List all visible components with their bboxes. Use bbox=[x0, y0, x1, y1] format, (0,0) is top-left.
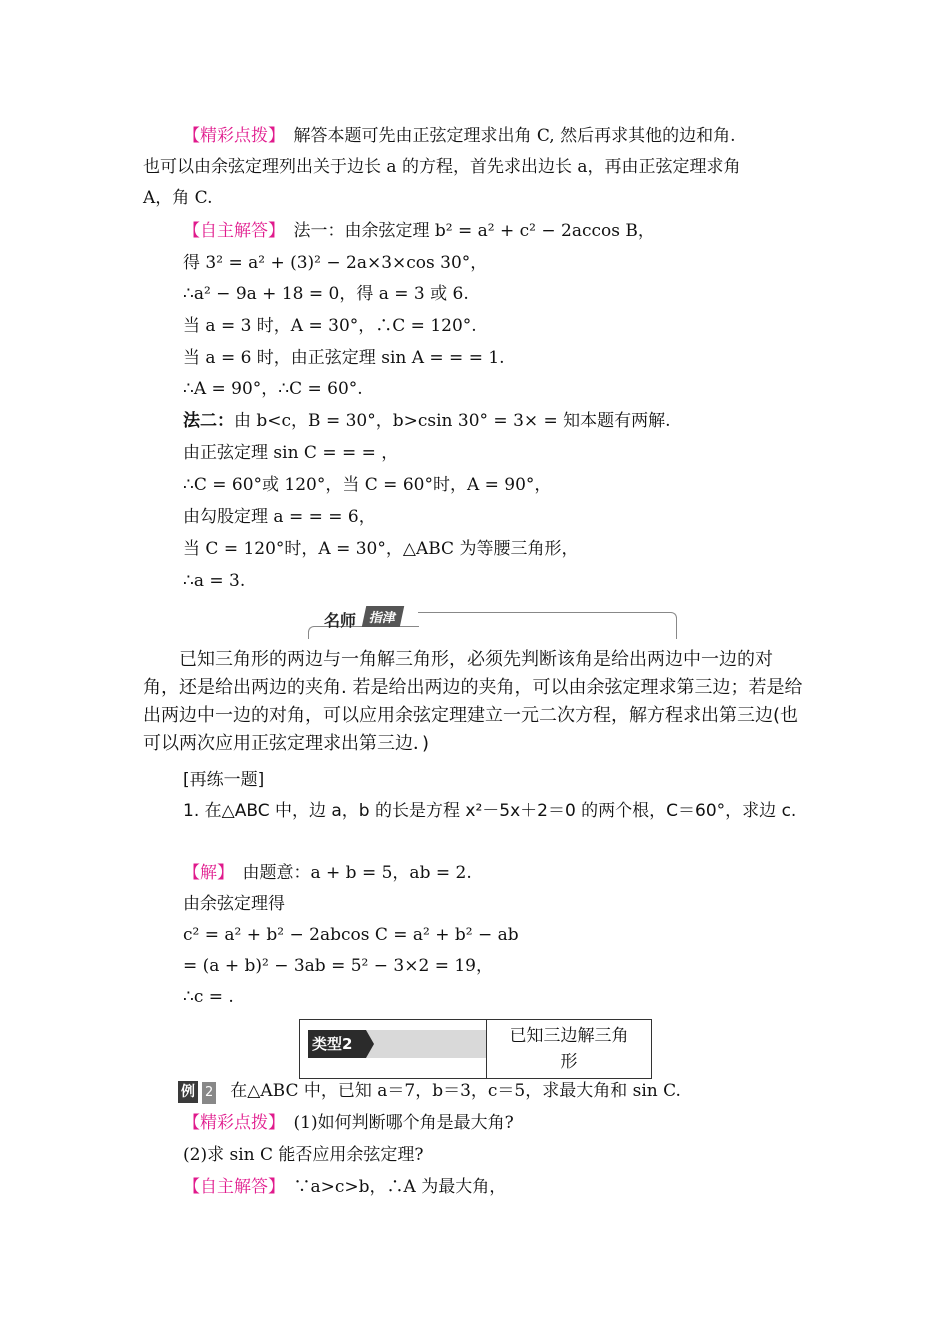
method2-line-3: ∴C = 60°或 120°，当 C = 60°时，A = 90°， bbox=[183, 475, 552, 495]
badge-chip: 指津 bbox=[362, 606, 404, 627]
practice-question: 1. 在△ABC 中，边 a，b 的长是方程 x²－5x＋2＝0 的两个根，C＝60°，求边 c. bbox=[183, 801, 797, 821]
type-box-left bbox=[300, 1020, 487, 1078]
practice-heading: [再练一题] bbox=[183, 770, 265, 790]
method2-line-2: 由正弦定理 sin C = = = ， bbox=[183, 443, 399, 463]
solution-tag: 【解】 bbox=[183, 863, 226, 883]
method2-line-6: ∴a = 3. bbox=[183, 571, 246, 591]
solution-line-2: 由余弦定理得 bbox=[183, 894, 285, 914]
method2-label: 法二： bbox=[183, 411, 234, 431]
example-line bbox=[178, 1080, 681, 1104]
example-hint-tag: 【精彩点拨】 bbox=[183, 1113, 277, 1133]
example-text: 在△ABC 中，已知 a＝7，b＝3，c＝5，求最大角和 sin C. bbox=[230, 1081, 681, 1101]
hint-text: 解答本题可先由正弦定理求出角 C, 然后再求其他的边和角. bbox=[276, 126, 736, 146]
type-chip: 类型2 bbox=[308, 1030, 366, 1058]
type-chip-arrow bbox=[366, 1030, 374, 1058]
solution-line-3: c² = a² + b² − 2abcos C = a² + b² − ab bbox=[183, 925, 519, 945]
solution-text: 由题意：a + b = 5，ab = 2. bbox=[225, 863, 472, 883]
solution-line-4: = (a + b)² − 3ab = 5² − 3×2 = 19， bbox=[183, 956, 493, 976]
answer-text: 法一：由余弦定理 b² = a² + c² − 2accos B， bbox=[276, 221, 655, 241]
type-title-line-2: 形 bbox=[560, 1052, 578, 1072]
example-chip: 例 bbox=[178, 1081, 198, 1103]
type-title-line-1: 已知三边解三角 bbox=[509, 1026, 629, 1046]
answer-line-3: ∴a² − 9a + 18 = 0，得 a = 3 或 6. bbox=[183, 284, 469, 304]
example-hint-line bbox=[183, 1112, 514, 1134]
method2-line-4: 由勾股定理 a = = = 6， bbox=[183, 507, 376, 527]
answer-line-2: 得 3² = a² + (3)² − 2a×3×cos 30°， bbox=[183, 253, 488, 273]
badge-title: 名师 bbox=[324, 611, 357, 630]
example-answer-line bbox=[183, 1176, 506, 1198]
answer-line-1 bbox=[183, 220, 655, 242]
example-answer-text: ∵a>c>b，∴A 为最大角， bbox=[276, 1177, 507, 1197]
hint-line-2: 也可以由余弦定理列出关于边长 a 的方程，首先求出边长 a，再由正弦定理求角 bbox=[143, 157, 741, 177]
type-box-title bbox=[487, 1020, 651, 1078]
answer-tag: 【自主解答】 bbox=[183, 221, 277, 241]
example-hint-text: (1)如何判断哪个角是最大角? bbox=[276, 1113, 514, 1133]
example-answer-tag: 【自主解答】 bbox=[183, 1177, 277, 1197]
tip-paragraph: 已知三角形的两边与一角解三角形，必须先判断该角是给出两边中一边的对角，还是给出两边的夹角. 若是给出两边的夹角，可以由余弦定理求第三边；若是给出两边中一边的对角，可以应用余弦定理建立一元二次方程，解方程求出第三边(也可以两次应用正弦定理求出第三边．) bbox=[143, 649, 803, 754]
method2-text: 由 b<c，B = 30°，b>csin 30° = 3× = 知本题有两解. bbox=[234, 411, 671, 431]
example-hint-line-2: (2)求 sin C 能否应用余弦定理? bbox=[183, 1145, 424, 1165]
teacher-tip-badge bbox=[308, 604, 678, 640]
hint-line-1 bbox=[183, 125, 736, 147]
method2-line-1 bbox=[183, 410, 671, 432]
badge-frame-right bbox=[418, 612, 677, 639]
answer-line-6: ∴A = 90°，∴C = 60°. bbox=[183, 379, 363, 399]
answer-line-5: 当 a = 6 时，由正弦定理 sin A = = = 1. bbox=[183, 348, 505, 368]
type-box bbox=[299, 1019, 652, 1079]
answer-line-4: 当 a = 3 时，A = 30°，∴C = 120°. bbox=[183, 316, 477, 336]
hint-line-3: A，角 C. bbox=[143, 188, 213, 208]
solution-line-5: ∴c = . bbox=[183, 987, 234, 1007]
example-number: 2 bbox=[202, 1082, 216, 1104]
hint-tag: 【精彩点拨】 bbox=[183, 126, 277, 146]
method2-line-5: 当 C = 120°时，A = 30°，△ABC 为等腰三角形， bbox=[183, 539, 579, 559]
solution-line-1 bbox=[183, 862, 472, 884]
